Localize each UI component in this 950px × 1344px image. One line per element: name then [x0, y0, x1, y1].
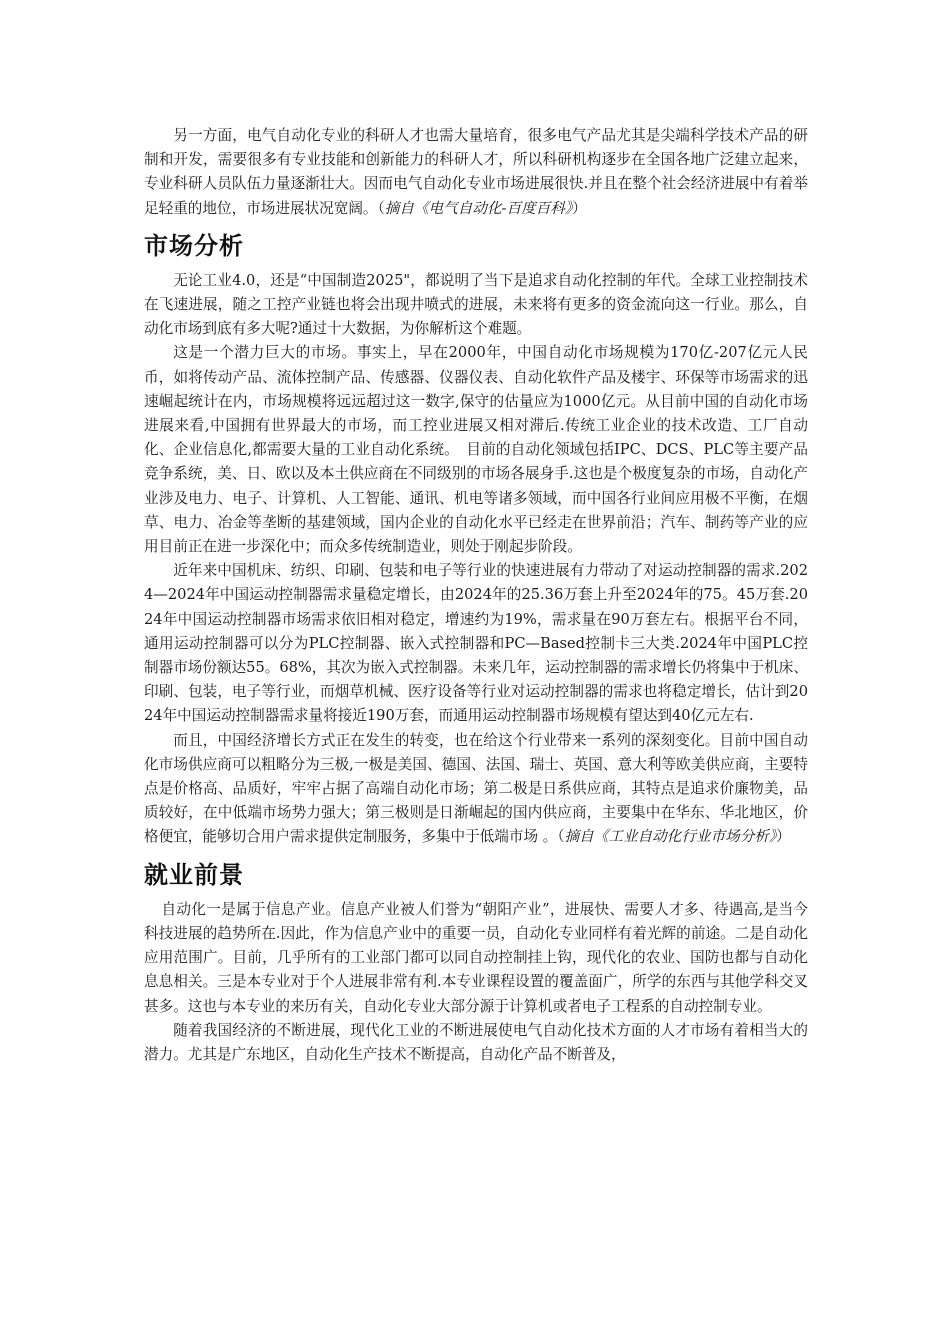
intro-citation-close: ） — [572, 199, 587, 217]
market-citation: 摘自《工业自动化行业市场分析》 — [564, 828, 777, 846]
document-body — [144, 124, 808, 1067]
market-paragraph-4-text: 而且，中国经济增长方式正在发生的转变，也在给这个行业带来一系列的深刻变化。目前中国自动化市场供应商可以粗略分为三极,一极是美国、德国、法国、瑞士、英国、意大利等欧美供应商，主要特点是价格高、品质好，牢牢占据了高端自动化市场；第二极是日系供应商，其特点是追求价廉物美，品质较好，在中低端市场势力强大；第三极则是日渐崛起的国内供应商，主要集中在华东、华北地区，价格便宜，能够切合用户需求提供定制服务，多集中于低端市场 。（ — [144, 731, 808, 846]
intro-paragraph-text: 另一方面，电气自动化专业的科研人才也需大量培育，很多电气产品尤其是尖端科学技术产品的研制和开发，需要很多有专业技能和创新能力的科研人才，所以科研机构逐步在全国各地广泛建立起来，专业科研人员队伍力量逐渐壮大。因而电气自动化专业市场进展很快.并且在整个社会经济进展中有着举足轻重的地位，市场进展状况宽阔。（ — [144, 127, 808, 217]
market-paragraph-1: 无论工业4.0，还是“中国制造2025"，都说明了当下是追求自动化控制的年代。全球工业控制技术在飞速进展，随之工控产业链也将会出现井喷式的进展，未来将有更多的资金流向这一行业。那么，自动化市场到底有多大呢?通过十大数据，为你解析这个难题。 — [144, 271, 808, 338]
career-paragraph-2: 随着我国经济的不断进展，现代化工业的不断进展使电气自动化技术方面的人才市场有着相当大的潜力。尤其是广东地区，自动化生产技术不断提高，自动化产品不断普及， — [144, 1021, 808, 1063]
section-heading-market: 市场分析 — [144, 231, 244, 260]
section-heading-career: 就业前景 — [144, 860, 244, 889]
career-paragraph-1: 自动化一是属于信息产业。信息产业被人们誉为“朝阳产业”，进展快、需要人才多、待遇高,是当今科技进展的趋势所在.因此，作为信息产业中的重要一员，自动化专业同样有着光辉的前途。二是自动化应用范围广。目前，几乎所有的工业部门都可以同自动控制挂上钩，现代化的农业、国防也都与自动化息息相关。三是本专业对于个人进展非常有利.本专业课程设置的覆盖面广，所学的东西与其他学科交叉甚多。这也与本专业的来历有关，自动化专业大部分源于计算机或者电子工程系的自动控制专业。 — [144, 900, 808, 1015]
intro-citation: 摘自《电气自动化-百度百科》 — [384, 199, 573, 217]
market-citation-close: ） — [776, 828, 791, 846]
market-paragraph-3: 近年来中国机床、纺织、印刷、包装和电子等行业的快速进展有力带动了对运动控制器的需求.2024—2024年中国运动控制器需求量稳定增长，由2024年的25.36万套上升至2024年的75。45万套.2024年中国运动控制器市场需求依旧相对稳定，增速约为19%，需求量在90万套左右。根据平台不同，通用运动控制器可以分为PLC控制器、嵌入式控制器和PC—Based控制卡三大类.2024年中国PLC控制器市场份额达55。68%，其次为嵌入式控制器。未来几年，运动控制器的需求增长仍将集中于机床、印刷、包装，电子等行业，而烟草机械、医疗设备等行业对运动控制器的需求也将稳定增长，估计到2024年中国运动控制器需求量将接近190万套，而通用运动控制器市场规模有望达到40亿元左右. — [144, 562, 808, 725]
market-paragraph-2: 这是一个潜力巨大的市场。事实上，早在2000年，中国自动化市场规模为170亿-207亿元人民币，如将传动产品、流体控制产品、传感器、仪器仪表、自动化软件产品及楼宇、环保等市场需求的迅速崛起统计在内，市场规模将远远超过这一数字,保守的估量应为1000亿元。从目前中国的自动化市场进展来看,中国拥有世界最大的市场，而工控业进展又相对滞后.传统工业企业的技术改造、工厂自动化、企业信息化,都需要大量的工业自动化系统。 目前的自动化领域包括IPC、DCS、PLC等主要产品竞争系统，美、日、欧以及本土供应商在不同级别的市场各展身手.这也是个极度复杂的市场，自动化产业涉及电力、电子、计算机、人工智能、通讯、机电等诸多领域，而中国各行业间应用极不平衡，在烟草、电力、冶金等垄断的基建领域，国内企业的自动化水平已经走在世界前沿；汽车、制药等产业的应用目前正在进一步深化中；而众多传统制造业，则处于刚起步阶段。 — [144, 344, 808, 556]
intro-paragraph — [144, 124, 808, 221]
market-paragraph-4 — [144, 729, 808, 850]
